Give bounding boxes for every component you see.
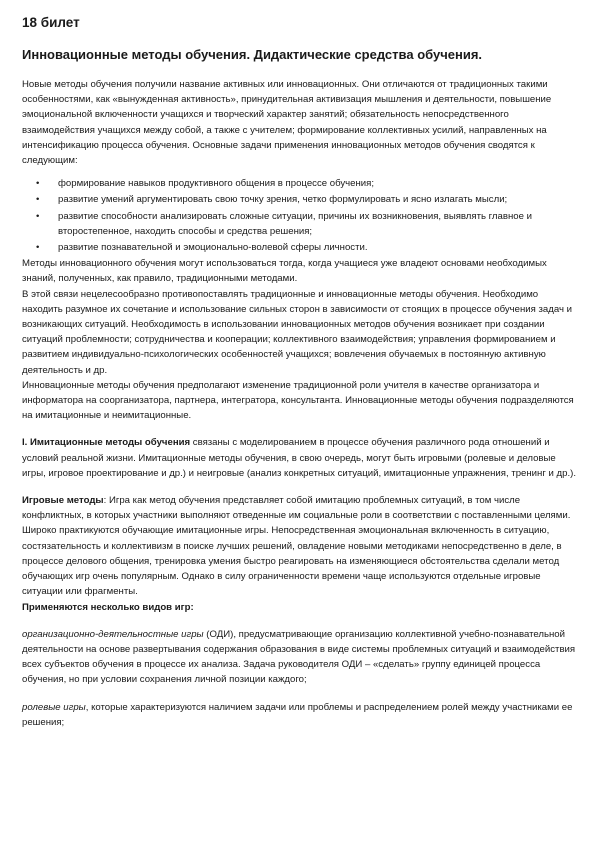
game-kinds-heading <box>22 600 578 615</box>
ticket-number: 18 билет <box>22 15 80 30</box>
bullet-icon: • <box>36 210 40 222</box>
imitation-text: связаны с моделированием в процессе обучения различного рода отношений и условий реальной жизни. Имитационные методы обучения, в свою очередь, могут быть игровыми (ролевые и деловые игры, игровое проектирование и др.) и неигровые (анализ конкретных ситуаций, имитационные упражнения, тренинг и др.). <box>22 437 576 479</box>
role-games-paragraph <box>22 700 578 730</box>
list-item <box>22 192 578 207</box>
odi-paragraph <box>22 627 578 688</box>
context-paragraph: В этой связи нецелесообразно противопоставлять традиционные и инновационные методы обучения. Необходимо находить разумное их сочетание и использование сильных сторон в зависимости от стоящих в процессе обучения задач и возникающих ситуаций. Необходимость в использовании инновационных методов обучения возникает при создании ситуаций проблемности; сотрудничества и кооперации; коллективного взаимодействия; управления формированием и развитием индивидуально-психологических особенностей учащихся; вовлечения обучаемых в постоянную активную деятельность и др. <box>22 288 573 376</box>
list-item <box>22 176 578 191</box>
methods-used-paragraph: Методы инновационного обучения могут использоваться тогда, когда учащиеся уже владеют основами необходимых знаний, полученных, как правило, традиционными методами. <box>22 258 547 285</box>
imitation-heading: I. Имитационные методы обучения <box>22 437 191 449</box>
game-text: : Игра как метод обучения представляет собой имитацию проблемных ситуаций, в том числе конфликтных, в которых участники выполняют отведенные им социальные роли в соответствии с поставленными целями. Широко практикуются обучающие имитационные игры. Непосредственная эмоциональная включенность в ситуацию, состязательность и коллективизм в поиске лучших решений, овладение новыми методиками непосредственно в деле, в процессе делового общения, тренировка умения быстро реагировать на изменяющиеся обстоятельства сделали метод обучающих игр очень популярным. Однако в силу ограниченности времени чаще используются отдельные игровые ситуации или фрагменты. <box>22 495 571 598</box>
game-kinds-text: Применяются несколько видов игр: <box>22 601 194 613</box>
imitation-paragraph <box>22 435 578 481</box>
intro-paragraph: Новые методы обучения получили название активных или инновационных. Они отличаются от традиционных такими особенностями, как «вынужденная активность», принудительная активизация мышления и деятельности, повышение эмоциональной включенности учащихся и творческий характер занятий; обязательность непосредственного взаимодействия учащихся между собой, а также с учителем; формирование коллективных усилий, направленных на интенсификацию процесса обучения. Основные задачи применения инновационных методов обучения сводятся к следующим: <box>22 79 552 167</box>
game-paragraph <box>22 493 578 599</box>
odi-text: (ОДИ), предусматривающие организацию коллективной учебно-познавательной деятельности на основе развертывания содержания образования в виде системы проблемных ситуаций и взаимодействия всех субъектов обучения в процессе их анализа. Задача руководителя ОДИ – «сделать» группу единицей процесса обучения, но при условии сохранения личной позиции каждого; <box>22 628 576 686</box>
tasks-list <box>22 176 578 255</box>
game-heading: Игровые методы <box>22 495 104 507</box>
list-item-text: развитие способности анализировать сложные ситуации, причины их возникновения, выявлять главное и второстепенное, находить способы и средства решения; <box>58 210 532 237</box>
odi-term: организационно-деятельностные игры <box>22 628 204 640</box>
bullet-icon: • <box>36 242 40 254</box>
list-item-text: формирование навыков продуктивного общения в процессе обучения; <box>58 178 375 190</box>
bullet-icon: • <box>36 194 40 206</box>
role-games-term: ролевые игры <box>22 701 86 713</box>
list-item <box>22 240 578 255</box>
page-title: Инновационные методы обучения. Дидактические средства обучения. <box>22 47 483 62</box>
list-item-text: развитие умений аргументировать свою точку зрения, четко формулировать и ясно излагать мысли; <box>58 194 508 206</box>
roles-paragraph: Инновационные методы обучения предполагают изменение традиционной роли учителя в качестве организатора и информатора на соорганизатора, партнера, интегратора, консультанта. Инновационные методы обучения подразделяются на имитационные и неимитационные. <box>22 379 574 422</box>
role-games-text: , которые характеризуются наличием задачи или проблемы и распределением ролей между участниками ее решения; <box>22 701 573 728</box>
list-item-text: развитие познавательной и эмоционально-волевой сферы личности. <box>58 242 368 254</box>
document-page <box>22 14 578 730</box>
list-item <box>22 209 578 239</box>
bullet-icon: • <box>36 178 40 190</box>
